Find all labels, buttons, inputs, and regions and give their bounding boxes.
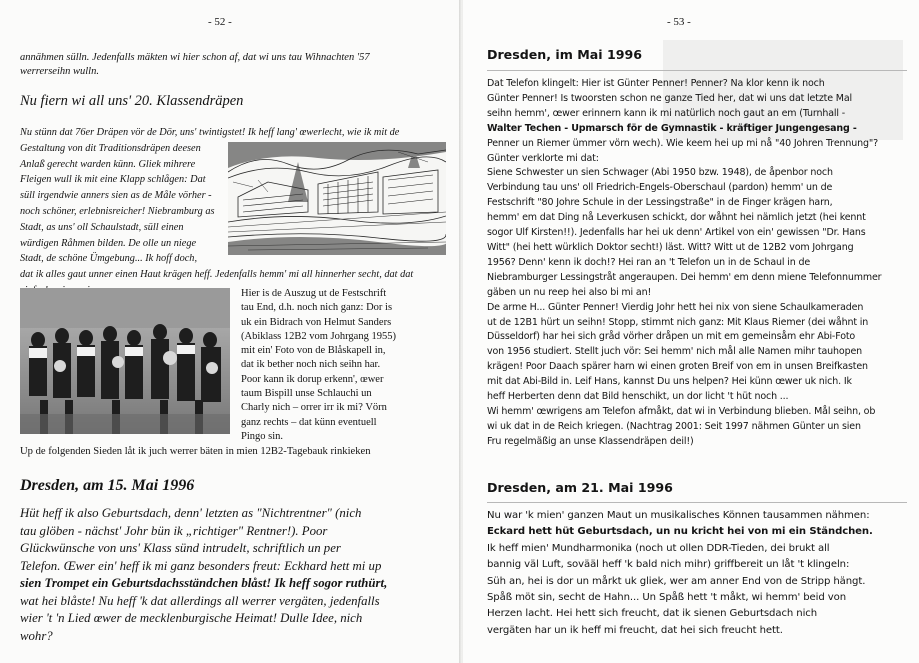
text-line: Nu war 'k mien' ganzen Maut un musikalisches Können tausammen nähmen: [487, 510, 870, 521]
text-line: Stadt, as uns' oll Schaulstadt, süll einen [20, 221, 184, 233]
text-line: Günter Penner! Is twoorsten schon ne ganze Tied her, dat wi uns dat letzte Mal [487, 92, 852, 104]
text-line: Fru regelmäßig an unse Klassendräpen deil!) [487, 435, 694, 447]
brass-band-photo [20, 288, 230, 434]
section-penner [487, 77, 912, 450]
text-line: De arme H... Günter Penner! Vierdig Johr hett hei nix von siene Schaulkameraden [487, 301, 864, 313]
text-line: Hier is de Auszug ut de Festschrift [241, 288, 387, 299]
text-line: gäben un nu reep hei also bi mi an! [487, 286, 652, 298]
heading-klassendraepen: Nu fiern wi all uns' 20. Klassendräpen [20, 93, 244, 109]
text-line: dat ik bether noch nich seihn har. [241, 359, 381, 371]
text-line: Poor kann ik dorup erkenn', œwer [241, 373, 384, 385]
text-line: würdigen Råhmen bilden. De olle un niege [20, 237, 197, 249]
divider [487, 70, 907, 71]
text-line: mit ein' Foto von de Blåskapell in, [241, 345, 386, 357]
text-line: Penner un Riemer ümmer vörn wech). Wie keem hei up mi nå "40 Johren Trennung"? [487, 137, 878, 149]
text-line: Verbindung tau uns' oll Friedrich-Engels-Oberschaul (pardon) hemm' un de [487, 182, 833, 194]
text-line: Dat Telefon klingelt: Hier ist Günter Penner! Penner? Na klor kenn ik noch [487, 78, 825, 89]
text-line: ganz rechts – dat künn eventuell [241, 416, 377, 428]
text-line: 1956? Denn' kenn ik doch!? Hei ran an 't Telefon un in de Schaul in de [487, 256, 811, 268]
text-line: Spåß möt sin, secht de Hahn... Un Spåß hett 't måkt, wi hemm' beid von [487, 592, 847, 604]
text-line: sogor Ulf Kirsten!!). Jedenfalls har hei uk denn' Artikel von ein' gewissen "Dr. Hans [487, 227, 866, 239]
text-line: Anlaß gerecht warden künn. Gliek mihrere [20, 158, 196, 170]
text-line: Siene Schwester un sien Schwager (Abi 1950 bzw. 1948), de åpenbor noch [487, 167, 833, 179]
text-line: Nu stünn dat 76er Dräpen vör de Dör, uns' twintigstet! Ik heff lang' œwerlecht, wie ik mit de [20, 127, 400, 138]
heading-21-mai: Dresden, am 21. Mai 1996 [487, 480, 673, 495]
text-line: Pingo sin. [241, 430, 284, 442]
text-line: Günter verklorte mi dat: [487, 152, 599, 164]
text-line: wier 't 'n Lied œwer de mecklenburgische Heimat! Dulle Idee, nich [20, 611, 363, 625]
text-line: Charly nich – orrer irr ik mi? Vörn [241, 402, 387, 414]
city-sketch-illustration [228, 142, 446, 255]
right-page [463, 0, 919, 663]
heading-im-mai: Dresden, im Mai 1996 [487, 47, 642, 62]
text-line: Glückwünsche von uns' Klass sünd intrudelt, schriftlich un per [20, 541, 341, 555]
paragraph-festschrift [241, 287, 445, 444]
text-line: Walter Techen - Upmarsch för de Gymnastik - kräftiger Jungengesang - [487, 122, 857, 134]
text-line: (Abiklass 12B2 vom Johrgang 1955) [241, 330, 396, 342]
text-line: tau glöben - nächst' Johr bün ik „richtiger" Rentner!). Poor [20, 523, 328, 538]
text-line: ut de 12B1 hürt un seihn! Stopp, stimmt nich ganz: Mit Klaus Riemer (dei wåhnt in [487, 316, 869, 328]
text-line: uk ein Bidrach von Helmut Sanders [241, 316, 392, 328]
text-line: taum Bispill unse Schlauchi un [241, 388, 372, 400]
text-line: Düsseldorf) har hei sich gråd vörher dråpen un mit em gemeinsåm ehr Abi-Foto [487, 331, 856, 343]
text-line: bannig väl Luft, sovääl heff 'k bald nich mihr) griffbereit un låt 't klingeln: [487, 559, 850, 571]
text-line: Gestaltung von dit Traditionsdräpen deesen [20, 142, 201, 154]
page-number-left: - 52 - [208, 16, 232, 28]
text-line: Hüt heff ik also Geburtsdach, denn' letzten as "Nichtrentner" (nich [20, 506, 362, 520]
page-number-right: - 53 - [667, 16, 691, 28]
text-line: wi uk dat in de Reich kriegen. (Nachtrag 2001: Seit 1997 nähmen Günter un sien [487, 420, 861, 432]
text-line: Süh an, hei is dor un mårkt uk gliek, wer am anner End von de Stripp hängt. [487, 575, 866, 587]
text-line: hemm' em dat Ding nå Leverkusen schickt, dor wåhnt hei nämlich jetzt (hei kennt [487, 212, 866, 224]
text-line: Telefon. Œwer ein' heff ik mi ganz besonders freut: Eckhard hett mi up [20, 558, 382, 573]
text-line: wat hei blåste! Nu heff 'k dat allerdings all werrer vergäten, jedenfalls [20, 593, 380, 608]
text-line: Fleigen wull ik mit eine Klapp schlågen: Dat [20, 174, 206, 186]
text-line: dat ik alles gaut unner einen Haut krägen heff. Jedenfalls hemm' mi all hinnerher secht, dat dat [20, 269, 414, 281]
text-line: vergäten har un ik heff mi freucht, dat hei sich freucht hett. [487, 624, 783, 636]
intro-text [20, 51, 445, 79]
text-line: Wi hemm' œwrigens am Telefon afmåkt, dat wi in Verbindung blieben. Mål seihn, ob [487, 405, 876, 417]
paragraph-tagebauk: Up de folgenden Sieden låt ik juch werrer bäten in mien 12B2-Tagebauk rinkieken [20, 446, 371, 457]
text-line: mit dat Abi-Bild in. Leif Hans, kannst Du uns helpen? Hei künn œwer uk nich. Ik [487, 376, 852, 388]
paragraph-geburtsdach [20, 505, 440, 645]
text-line: krägen! Poor Daach spärer harn wi einen groten Breif von em in unsen Breifkasten [487, 361, 868, 373]
text-line: Stadt, de schöne Ümgebung... Ik hoff doch, [20, 253, 198, 265]
text-line: werrerseihn wulln. [20, 66, 99, 77]
section-staendchen [487, 508, 912, 639]
text-line: tau End, d.h. noch nich ganz: Dor is [241, 302, 393, 314]
text-line: annähmen sülln. Jedenfalls mäkten wi hier schon af, dat wi uns tau Wihnachten '57 [20, 52, 370, 63]
text-line: sien Trompet ein Geburtsdachsständchen blåst! Ik heff sogor ruthürt, [20, 576, 388, 590]
text-line: Ik heff mien' Mundharmonika (noch ut ollen DDR-Tieden, dei brukt all [487, 542, 830, 554]
text-line: Niebramburger Lessingstråt angeraupen. Dei hemm' em denn miene Telefonnummer [487, 271, 882, 283]
text-line: Witt" (hei hett würklich Doktor secht!) läst. Witt? Witt ut de 12B2 vom Johrgang [487, 241, 854, 253]
text-line: noch schöner, erlebnisreicher! Niebramburg as [20, 205, 215, 217]
divider [487, 502, 907, 503]
text-line: süll irgendwie anners sien as de Måle vörher - [20, 190, 212, 202]
text-line: Herzen lacht. Hei hett sich freucht, dat ik sienen Geburtsdach nich [487, 608, 818, 620]
text-line: Eckard hett hüt Geburtsdach, un nu kricht hei von mi ein Ständchen. [487, 526, 873, 538]
text-line: wohr? [20, 628, 53, 643]
text-line: seihn hemm', œwer erinnern kann ik mi natürlich noch gaut an em (Turnhall - [487, 107, 846, 119]
text-line: Festschrift "80 Johre Schule in der Lessingstraße" in de Finger krägen harn, [487, 197, 833, 209]
text-line: heff Herberten denn dat Bild henschikt, un dor licht 't hüt noch ... [487, 391, 789, 403]
text-line: von 1956 studiert. Stellt juch vör: Sei hemm' nich mål alle Namen mihr tauhopen [487, 346, 863, 358]
heading-15-mai: Dresden, am 15. Mai 1996 [20, 477, 195, 494]
